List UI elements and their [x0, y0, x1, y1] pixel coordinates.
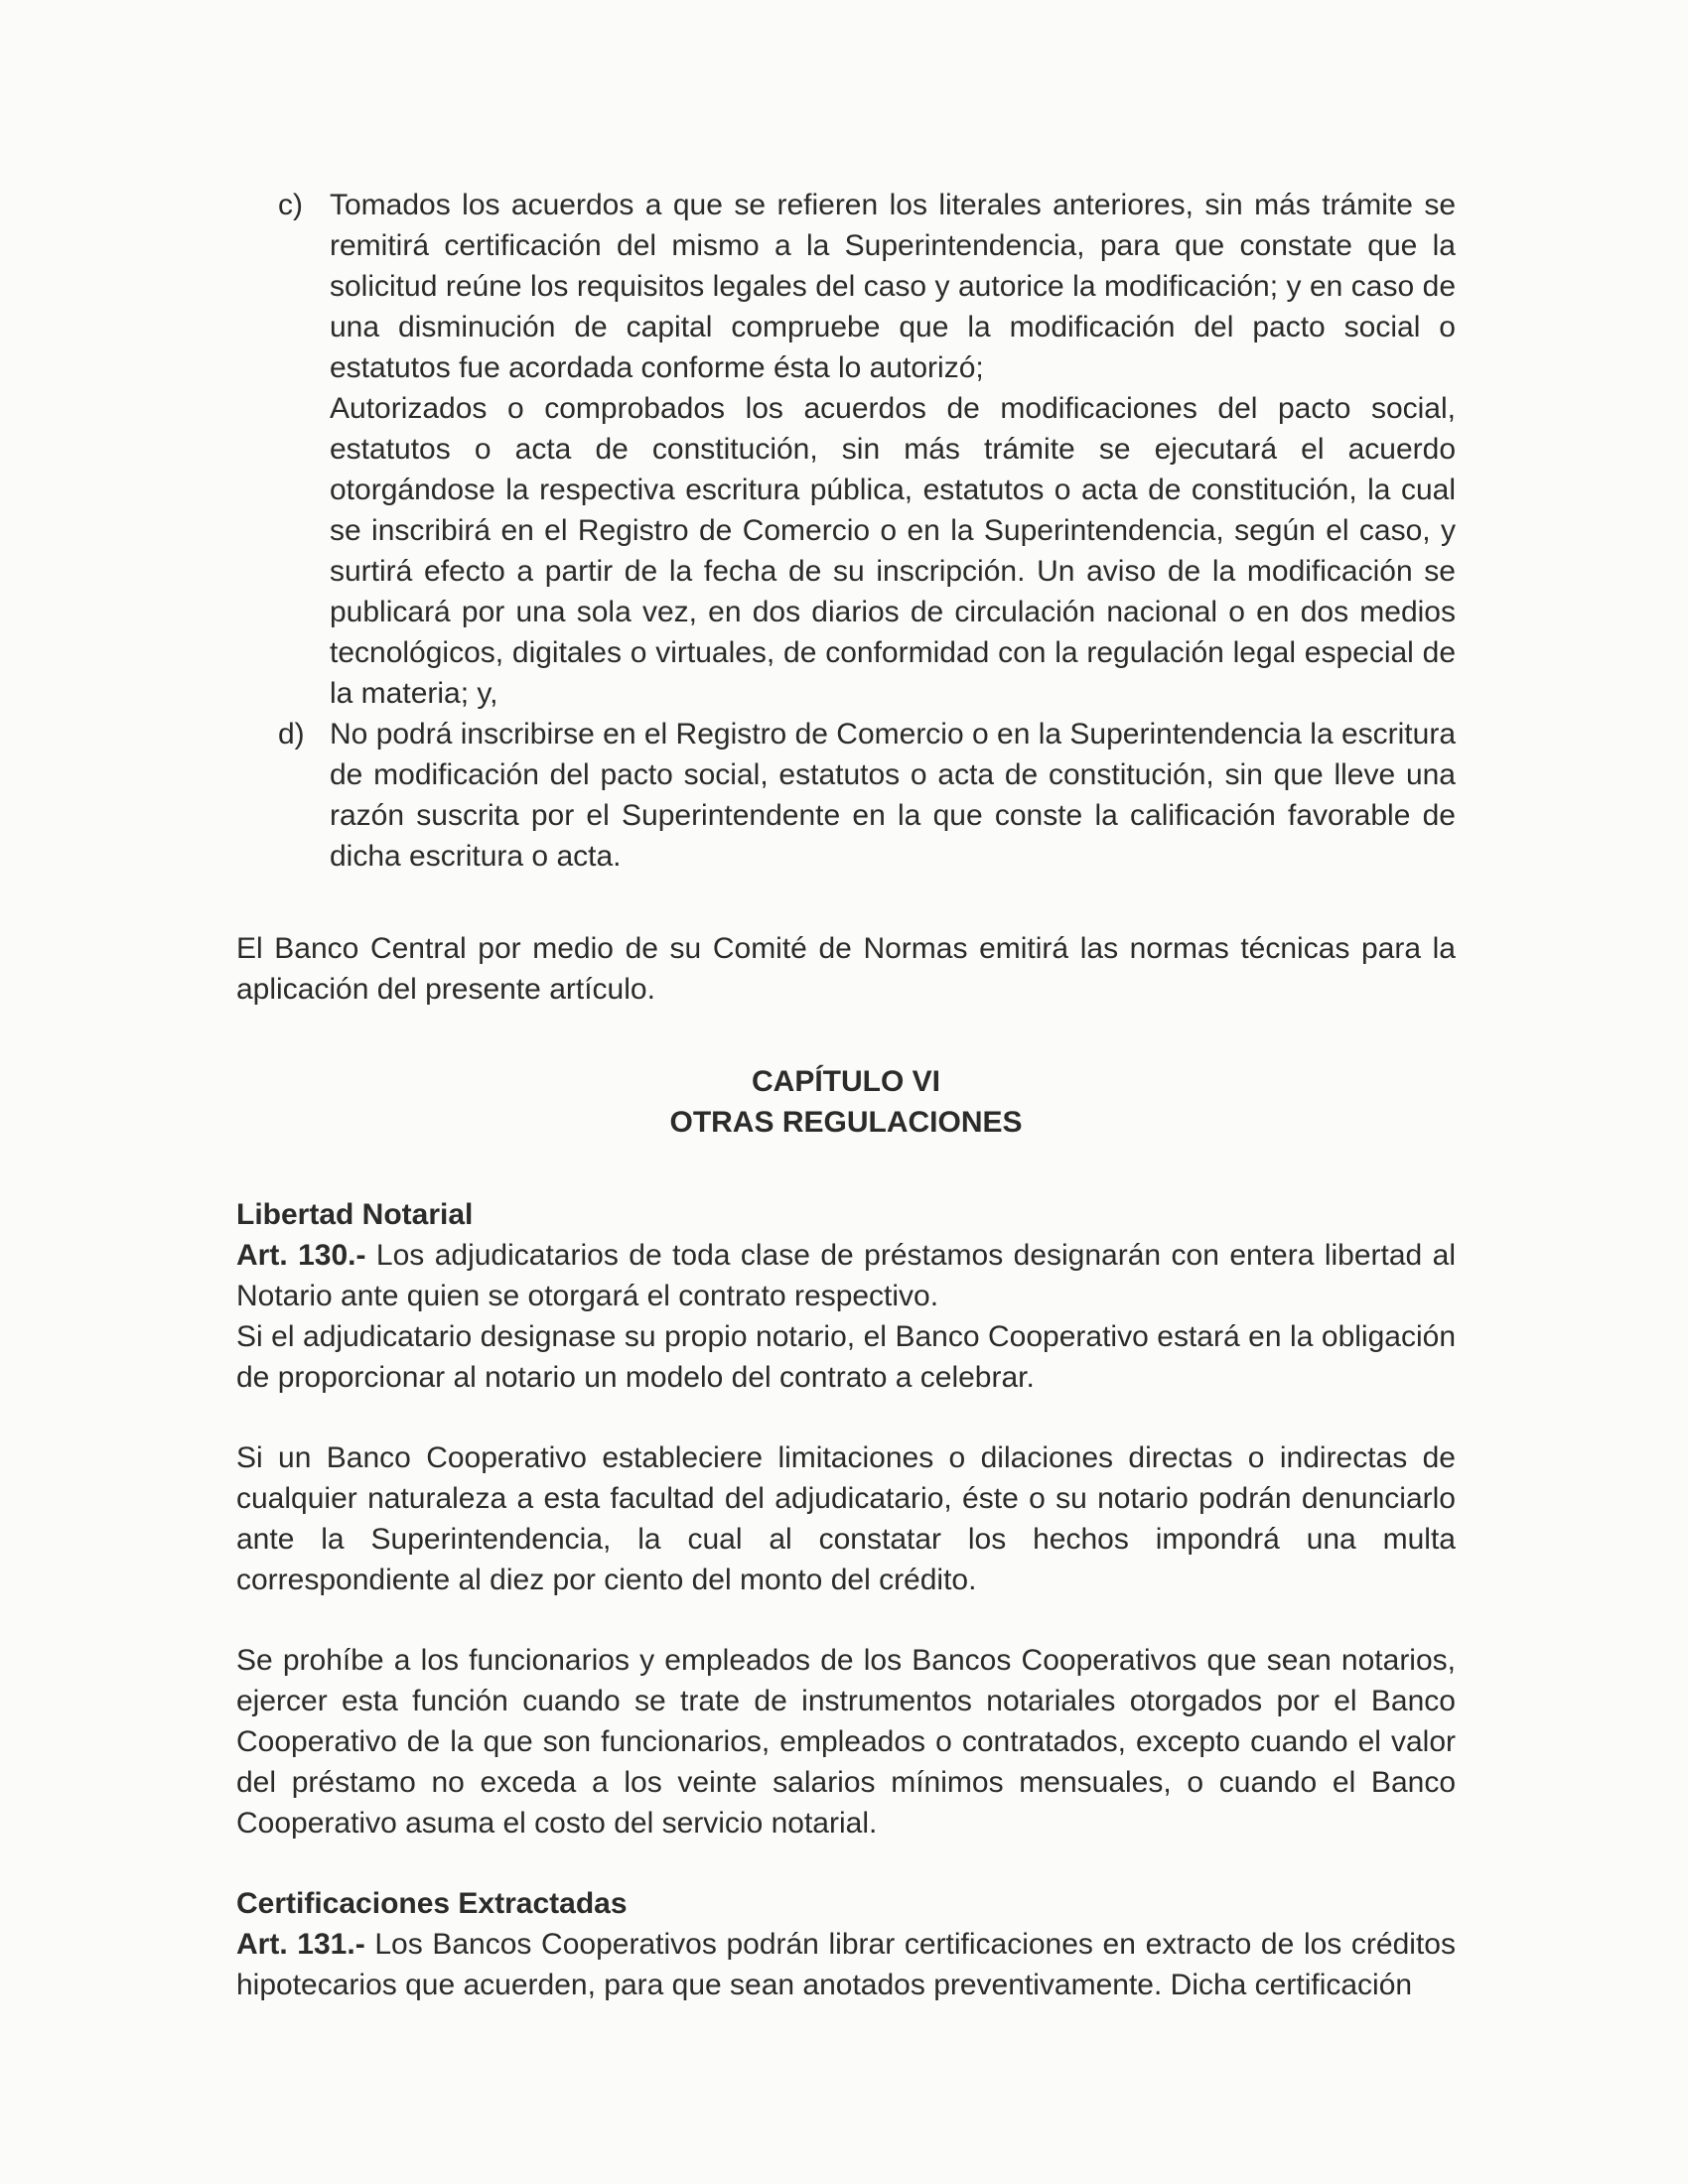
chapter-title: OTRAS REGULACIONES	[669, 1106, 1023, 1139]
list-item-c	[236, 185, 1456, 714]
art130-heading: Libertad Notarial	[236, 1198, 474, 1231]
list-item-d	[236, 714, 1456, 877]
art130-paragraph-4: Se prohíbe a los funcionarios y empleados de los Bancos Cooperativos que sean notarios, ejercer esta función cuando se trate de instrumentos notariales otorgados por el Banco Cooperativo de la que son funcionarios, empleados o contratados, excepto cuando el valor del préstamo no exceda a los veinte salarios mínimos mensuales, o cuando el Banco Cooperativo asuma el costo del servicio notarial.	[236, 1644, 1456, 1840]
art130-label: Art. 130.-	[236, 1239, 366, 1272]
page-content	[236, 185, 1456, 2005]
art131-paragraph	[236, 1924, 1456, 2005]
list-item-d-text: No podrá inscribirse en el Registro de Comercio o en la Superintendencia la escritura de modificación del pacto social, estatutos o acta de constitución, sin que lleve una razón suscrita por el Superintendente en la que conste la calificación favorable de dicha escritura o acta.	[330, 718, 1456, 873]
list-marker-c: c)	[278, 189, 303, 221]
art130-text-1: Los adjudicatarios de toda clase de préstamos designarán con entera libertad al Notario ante quien se otorgará el contrato respectivo.	[236, 1239, 1456, 1312]
list-item-c-continuation: Autorizados o comprobados los acuerdos de modificaciones del pacto social, estatutos o acta de constitución, sin más trámite se ejecutará el acuerdo otorgándose la respectiva escritura pública, estatutos o acta de constitución, la cual se inscribirá en el Registro de Comercio o en la Superintendencia, según el caso, y surtirá efecto a partir de la fecha de su inscripción. Un aviso de la modificación se publicará por una sola vez, en dos diarios de circulación nacional o en dos medios tecnológicos, digitales o virtuales, de conformidad con la regulación legal especial de la materia; y,	[330, 392, 1456, 710]
art131-text: Los Bancos Cooperativos podrán librar certificaciones en extracto de los créditos hipotecarios que acuerden, para que sean anotados preventivamente. Dicha certificación	[236, 1928, 1456, 2001]
art130-paragraph-3: Si un Banco Cooperativo estableciere limitaciones o dilaciones directas o indirectas de cualquier naturaleza a esta facultad del adjudicatario, éste o su notario podrán denunciarlo ante la Superintendencia, la cual al constatar los hechos impondrá una multa correspondiente al diez por ciento del monto del crédito.	[236, 1441, 1456, 1596]
list-marker-d: d)	[278, 718, 305, 751]
art130-paragraph-1	[236, 1235, 1456, 1316]
art131-label: Art. 131.-	[236, 1928, 365, 1961]
closing-paragraph: El Banco Central por medio de su Comité de Normas emitirá las normas técnicas para la aplicación del presente artículo.	[236, 932, 1456, 1006]
art130-paragraph-2: Si el adjudicatario designase su propio notario, el Banco Cooperativo estará en la obligación de proporcionar al notario un modelo del contrato a celebrar.	[236, 1320, 1456, 1394]
chapter-number: CAPÍTULO VI	[751, 1065, 940, 1098]
art131-heading: Certificaciones Extractadas	[236, 1887, 628, 1920]
lettered-list	[236, 185, 1456, 877]
list-item-c-text: Tomados los acuerdos a que se refieren los literales anteriores, sin más trámite se remitirá certificación del mismo a la Superintendencia, para que constate que la solicitud reúne los requisitos legales del caso y autorice la modificación; y en caso de una disminución de capital compruebe que la modificación del pacto social o estatutos fue acordada conforme ésta lo autorizó;	[330, 189, 1456, 384]
